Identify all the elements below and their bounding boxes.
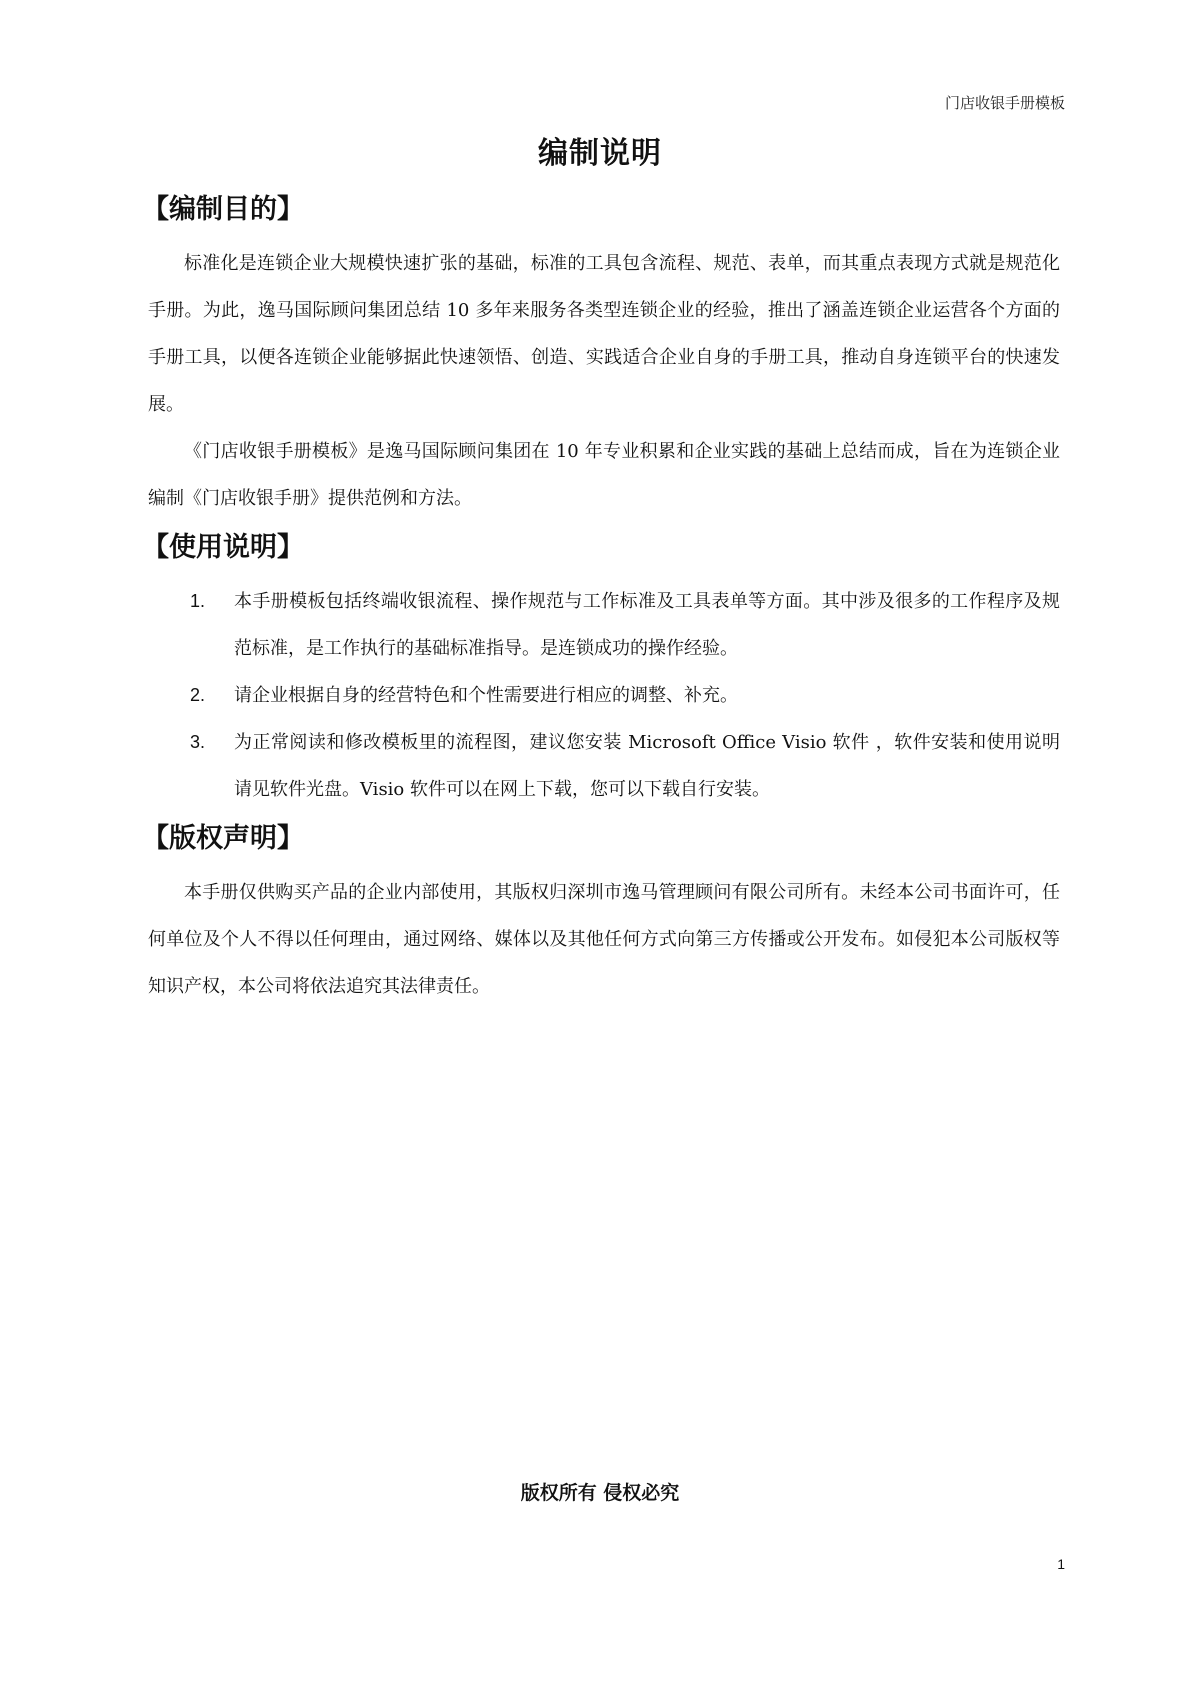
section-heading-copyright: 【版权声明】 bbox=[142, 823, 304, 854]
section-usage bbox=[142, 528, 1060, 813]
usage-list bbox=[148, 578, 1060, 813]
list-item bbox=[148, 719, 1060, 813]
purpose-paragraph: 《门店收银手册模板》是逸马国际顾问集团在 10 年专业积累和企业实践的基础上总结而成，旨在为连锁企业编制《门店收银手册》提供范例和方法。 bbox=[148, 441, 1060, 509]
section-purpose bbox=[142, 190, 1060, 522]
list-item bbox=[148, 578, 1060, 672]
list-item-number: 2. bbox=[190, 685, 206, 705]
list-item-text: 请企业根据自身的经营特色和个性需要进行相应的调整、补充。 bbox=[234, 685, 738, 706]
purpose-paragraph: 标准化是连锁企业大规模快速扩张的基础，标准的工具包含流程、规范、表单，而其重点表现方式就是规范化手册。为此，逸马国际顾问集团总结 10 多年来服务各类型连锁企业的经验，推出了涵盖连锁企业运营各个方面的手册工具，以便各连锁企业能够据此快速领悟、创造、实践适合企业自身的手册工具，推动自身连锁平台的快速发展。 bbox=[148, 253, 1060, 415]
list-item-number: 3. bbox=[190, 732, 206, 752]
running-header: 门店收银手册模板 bbox=[944, 94, 1065, 112]
list-item-number: 1. bbox=[190, 591, 206, 611]
document-body bbox=[142, 190, 1060, 1014]
list-item bbox=[148, 672, 1060, 719]
list-item-text: 本手册模板包括终端收银流程、操作规范与工作标准及工具表单等方面。其中涉及很多的工作程序及规范标准，是工作执行的基础标准指导。是连锁成功的操作经验。 bbox=[234, 591, 1060, 659]
section-heading-purpose: 【编制目的】 bbox=[142, 194, 304, 225]
page-number: 1 bbox=[1057, 1556, 1065, 1572]
copyright-notice: 版权所有 侵权必究 bbox=[520, 1482, 680, 1504]
section-heading-usage: 【使用说明】 bbox=[142, 532, 304, 563]
section-copyright bbox=[142, 819, 1060, 1010]
list-item-text: 为正常阅读和修改模板里的流程图，建议您安装 Microsoft Office Visio 软件 ，软件安装和使用说明请见软件光盘。Visio 软件可以在网上下载，您可以下载自行安装。 bbox=[234, 732, 1060, 800]
page-title: 编制说明 bbox=[538, 136, 662, 171]
copyright-paragraph: 本手册仅供购买产品的企业内部使用，其版权归深圳市逸马管理顾问有限公司所有。未经本公司书面许可，任何单位及个人不得以任何理由，通过网络、媒体以及其他任何方式向第三方传播或公开发布。如侵犯本公司版权等知识产权，本公司将依法追究其法律责任。 bbox=[148, 882, 1060, 997]
